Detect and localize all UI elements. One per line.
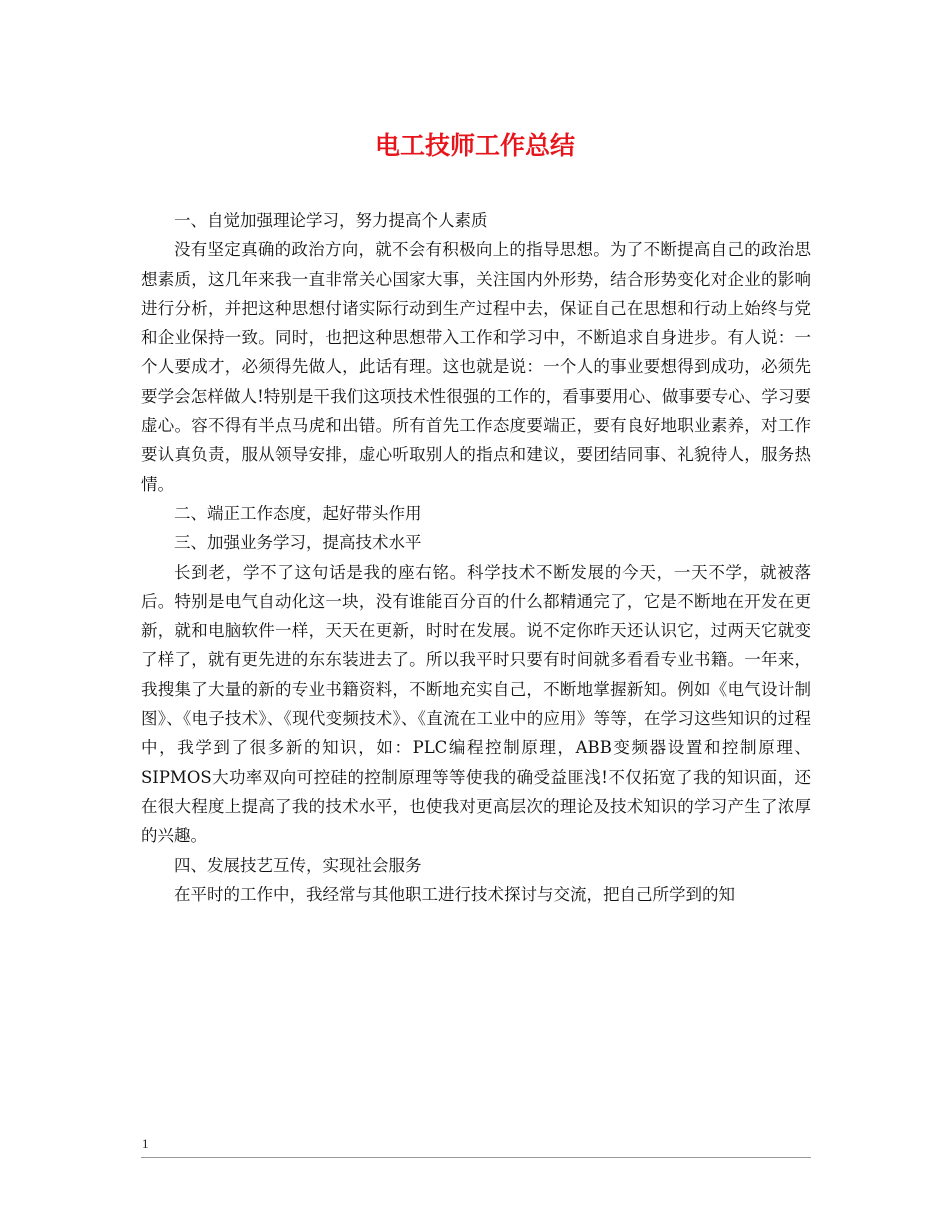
footer-divider [141, 1157, 811, 1158]
paragraph-section-1: 没有坚定真确的政治方向，就不会有积极向上的指导思想。为了不断提高自己的政治思想素质，这几年来我一直非常关心国家大事，关注国内外形势，结合形势变化对企业的影响进行分析，并把这种思想付诸实际行动到生产过程中去，保证自己在思想和行动上始终与党和企业保持一致。同时，也把这种思想带入工作和学习中，不断追求自身进步。有人说：一个人要成才，必须得先做人，此话有理。这也就是说：一个人的事业要想得到成功，必须先要学会怎样做人!特别是干我们这项技术性很强的工作的，看事要用心、做事要专心、学习要虚心。容不得有半点马虎和出错。所有首先工作态度要端正，要有良好地职业素养，对工作要认真负责，服从领导安排，虚心听取别人的指点和建议，要团结同事、礼貌待人，服务热情。 [141, 240, 811, 494]
document-title: 电工技师工作总结 [374, 131, 575, 160]
document-body [141, 206, 811, 909]
heading-section-3: 三、加强业务学习，提高技术水平 [174, 533, 422, 553]
heading-section-1: 一、自觉加强理论学习，努力提高个人素质 [174, 211, 488, 230]
page-number: 1 [142, 1136, 149, 1151]
heading-section-4: 四、发展技艺互传，实现社会服务 [174, 855, 422, 875]
paragraph-section-4: 在平时的工作中，我经常与其他职工进行技术探讨与交流，把自己所学到的知 [174, 884, 735, 904]
heading-section-2: 二、端正工作态度，起好带头作用 [174, 503, 422, 523]
paragraph-section-3: 长到老，学不了这句话是我的座右铭。科学技术不断发展的今天，一天不学，就被落后。特别是电气自动化这一块，没有谁能百分百的什么都精通完了，它是不断地在开发在更新，就和电脑软件一样，天天在更新，时时在发展。说不定你昨天还认识它，过两天它就变了样了，就有更先进的东东装进去了。所以我平时只要有时间就多看看专业书籍。一年来，我搜集了大量的新的专业书籍资料，不断地充实自己，不断地掌握新知。例如《电气设计制图》、《电子技术》、《现代变频技术》、《直流在工业中的应用》等等，在学习这些知识的过程中，我学到了很多新的知识，如：PLC编程控制原理，ABB变频器设置和控制原理、SIPMOS大功率双向可控硅的控制原理等等使我的确受益匪浅!不仅拓宽了我的知识面，还在很大程度上提高了我的技术水平，也使我对更高层次的理论及技术知识的学习产生了浓厚的兴趣。 [141, 562, 811, 846]
